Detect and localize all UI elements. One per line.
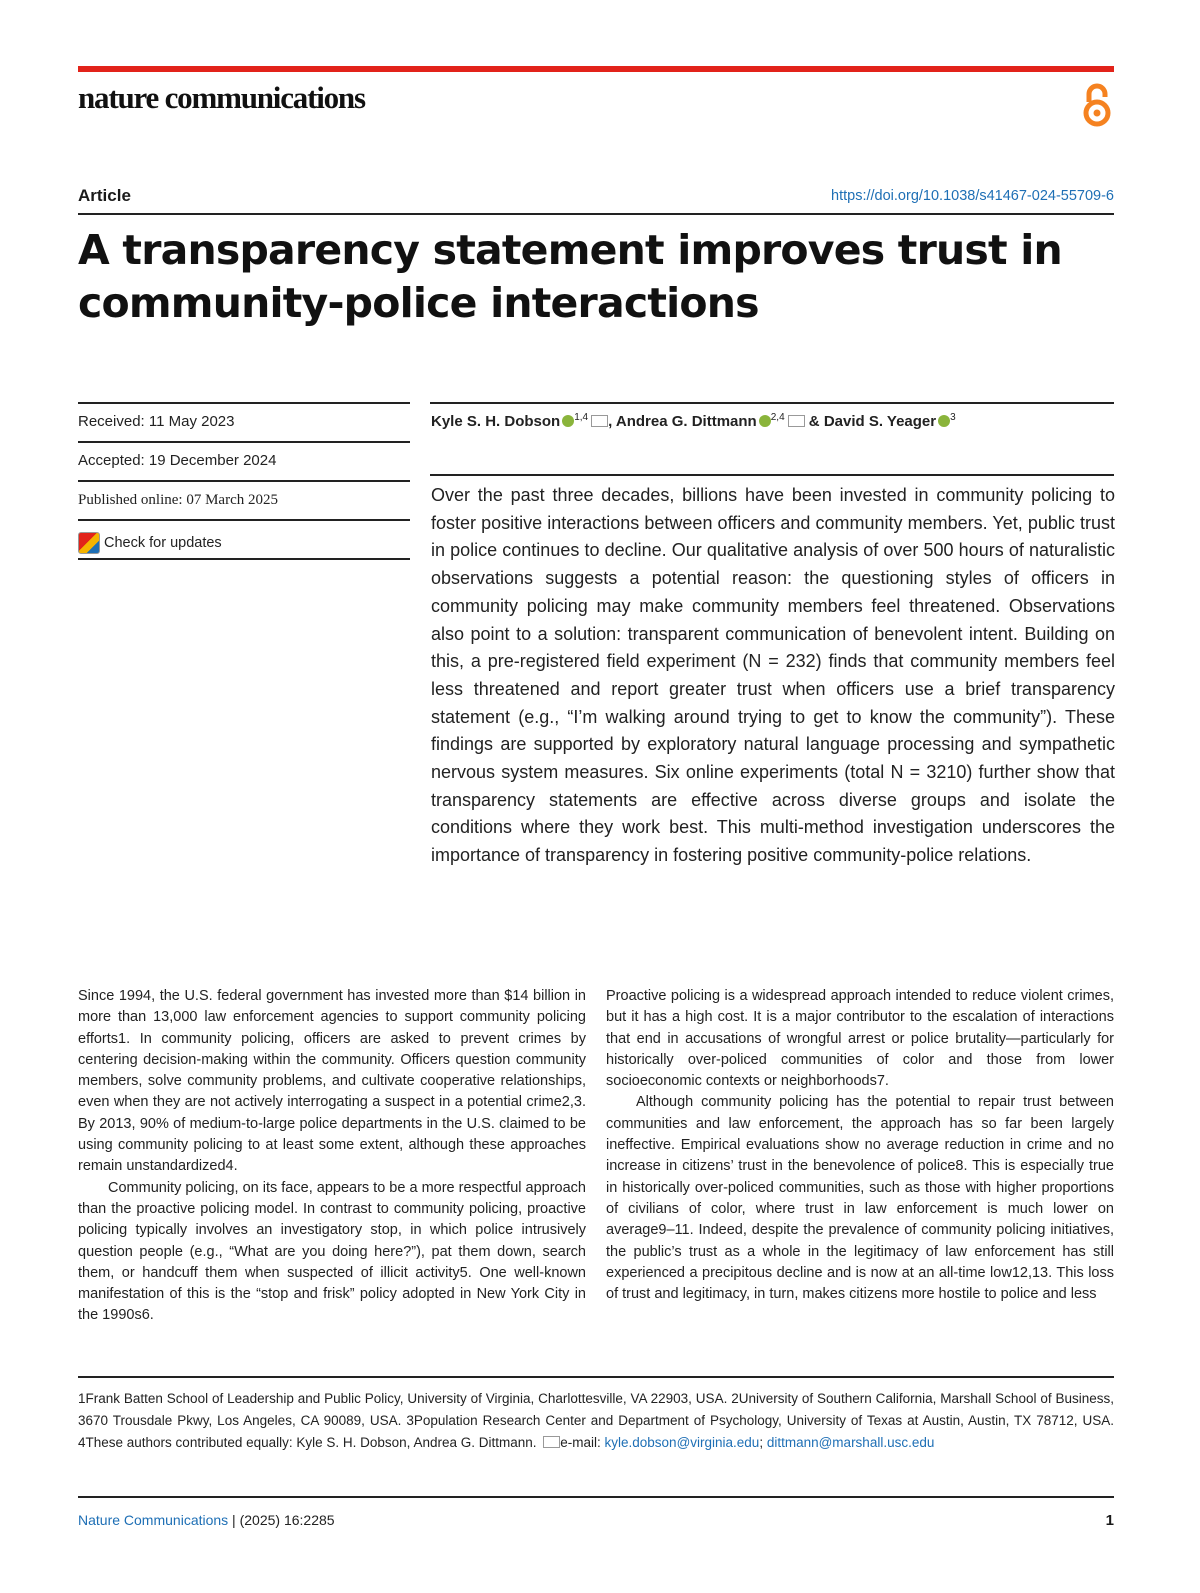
author-separator: &	[804, 413, 824, 430]
body-column-left	[78, 986, 586, 1327]
abstract: Over the past three decades, billions have been invested in community policing to foster positive interactions between officers and community members. Yet, public trust in police continues to decline. Our qualitative analysis of over 500 hours of naturalistic observations suggests a potential reason: the questioning styles of officers in community policing may make community members feel threatened. Observations also point to a solution: transparent communication of benevolent intent. Building on this, a pre-registered field experiment (N = 232) finds that community members feel less threatened and report greater trust when officers use a brief transparency statement (e.g., “I’m walking around trying to get to know the community”). These findings are supported by exploratory natural language processing and sympathetic nervous system measures. Six online experiments (total N = 3210) further show that transparency statements are effective across diverse groups and isolate the conditions where they work best. This multi-method investigation underscores the importance of transparency in fostering positive community-police relations.	[431, 485, 1115, 866]
divider	[78, 213, 1114, 215]
body-paragraph: Since 1994, the U.S. federal government has invested more than $14 billion in more than 13,000 law enforcement agencies to support community policing efforts1. In community policing, officers are asked to prevent crimes by centering decision-making within the community. Officers question community members, solve community problems, and cultivate cooperative relationships, even when they are not actively interrogating a suspect in a potential crime2,3. By 2013, 90% of medium-to-large police departments in the U.S. claimed to be using community policing to at least some extent, although these approaches remain unstandardized4.	[78, 988, 586, 1175]
email-separator: ;	[759, 1435, 767, 1450]
divider	[78, 1376, 1114, 1378]
author-name[interactable]: Kyle S. H. Dobson	[431, 413, 561, 430]
affiliation-sup: 2,4	[770, 412, 785, 423]
divider	[430, 402, 1114, 404]
affiliations-footnote	[78, 1388, 1114, 1454]
affiliation-sup: 1,4	[574, 412, 589, 423]
email-link[interactable]: kyle.dobson@virginia.edu	[604, 1435, 760, 1450]
divider	[78, 441, 410, 443]
doi-link[interactable]: https://doi.org/10.1038/s41467-024-55709-6	[831, 188, 1114, 204]
orcid-icon[interactable]	[938, 415, 950, 427]
author-separator: ,	[608, 413, 616, 430]
body-paragraph: Proactive policing is a widespread approach intended to reduce violent crimes, but it has a high cost. It is a major contributor to the escalation of interactions that end in accusations of wrongful arrest or police brutality—particularly for historically over-policed communities of color and those from lower socioeconomic contexts or neighborhoods7.	[606, 988, 1114, 1090]
footer-volume: | (2025) 16:2285	[228, 1512, 335, 1528]
published-date: Published online: 07 March 2025	[78, 492, 278, 508]
open-access-icon	[1080, 80, 1114, 128]
email-icon[interactable]	[591, 415, 608, 427]
divider	[78, 402, 410, 404]
divider	[78, 519, 410, 521]
email-label: e-mail:	[560, 1435, 605, 1450]
check-updates-button[interactable]	[78, 532, 222, 554]
received-date: Received: 11 May 2023	[78, 413, 235, 430]
article-title: A transparency statement improves trust in community-police interactions	[78, 226, 1062, 327]
author-name[interactable]: David S. Yeager	[823, 413, 937, 430]
journal-top-bar	[78, 66, 1114, 72]
author-list	[431, 412, 956, 430]
orcid-icon[interactable]	[562, 415, 574, 427]
email-icon[interactable]	[788, 415, 805, 427]
check-updates-label: Check for updates	[104, 535, 222, 551]
accepted-date: Accepted: 19 December 2024	[78, 452, 277, 469]
orcid-icon[interactable]	[759, 415, 771, 427]
body-paragraph: Community policing, on its face, appears to be a more respectful approach than the proactive policing model. In contrast to community policing, proactive policing typically involves an investigatory stop, in which police intrusively question people (e.g., “What are you doing here?”), pat them down, search them, or handcuff them when suspected of illicit activity5. One well-known manifestation of this is the “stop and frisk” policy adopted in New York City in the 1990s6.	[78, 1179, 586, 1324]
footer-journal-link[interactable]: Nature Communications	[78, 1512, 229, 1528]
journal-name: nature communications	[78, 80, 365, 115]
article-type: Article	[78, 186, 131, 205]
affiliations-text: 1Frank Batten School of Leadership and Public Policy, University of Virginia, Charlottesville, VA 22903, USA. 2University of Southern California, Marshall School of Business, 3670 Trousdale Pkwy, Los Angeles, CA 90089, USA. 3Population Research Center and Department of Psychology, University of Texas at Austin, Austin, TX 78712, USA. 4These authors contributed equally: Kyle S. H. Dobson, Andrea G. Dittmann.	[78, 1391, 1114, 1450]
divider	[430, 474, 1114, 476]
email-icon	[543, 1436, 560, 1448]
page-number: 1	[1105, 1512, 1114, 1529]
body-paragraph: Although community policing has the potential to repair trust between communities and law enforcement, the approach has so far been largely ineffective. Empirical evaluations show no average reduction in crime and no increase in citizens’ trust in the benevolence of police8. This is especially true in historically over-policed communities, such as those with higher proportions of civilians of color, where trust in law enforcement is much lower on average9–11. Indeed, despite the prevalence of community policing initiatives, the public’s trust as a whole in the legitimacy of law enforcement has still experienced a precipitous decline and is now at an all-time low12,13. This loss of trust and legitimacy, in turn, makes citizens more hostile to police and less	[606, 1094, 1114, 1303]
divider	[78, 558, 410, 560]
footer-citation	[78, 1512, 335, 1528]
crossmark-icon	[78, 532, 100, 554]
email-link[interactable]: dittmann@marshall.usc.edu	[766, 1435, 935, 1450]
author-name[interactable]: Andrea G. Dittmann	[615, 413, 757, 430]
body-column-right	[606, 986, 1114, 1305]
divider	[78, 1496, 1114, 1498]
divider	[78, 480, 410, 482]
affiliation-sup: 3	[950, 412, 956, 423]
